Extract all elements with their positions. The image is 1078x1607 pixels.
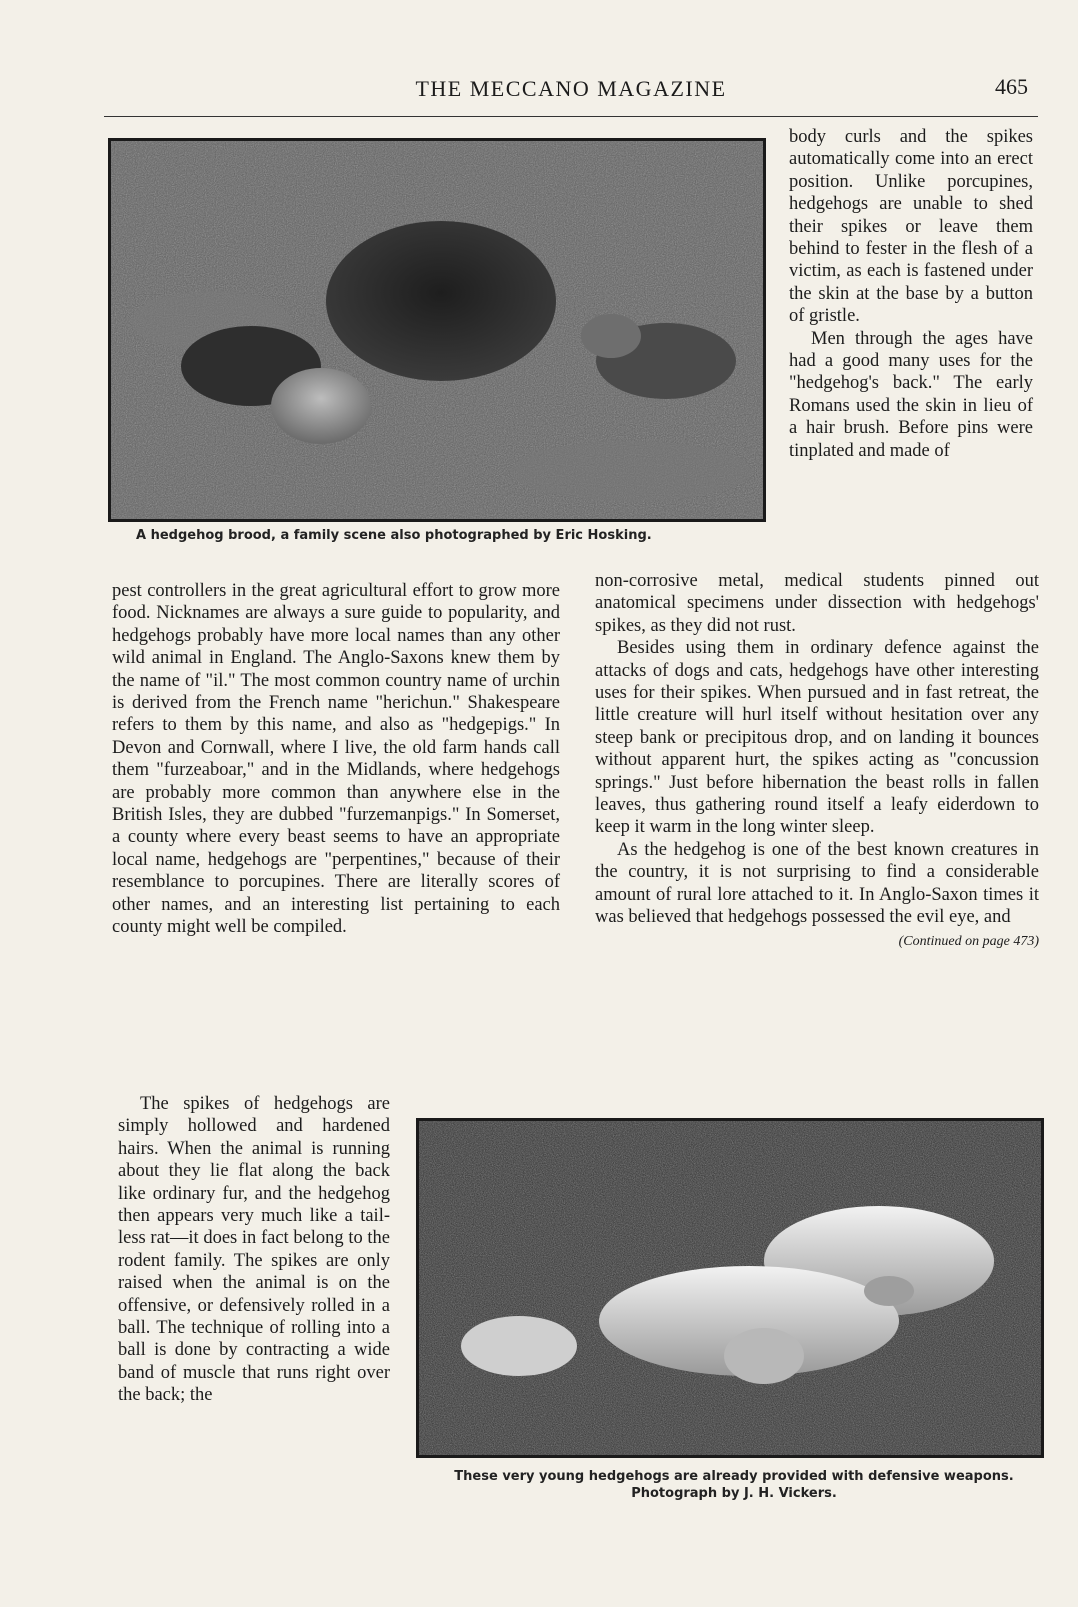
photo-caption: A hedgehog brood, a family scene also photographed by Eric Hosking.	[136, 528, 652, 543]
caption-line: These very young hedgehogs are already provided with defensive weapons.	[454, 1469, 1014, 1484]
paragraph-text: As the hedgehog is one of the best known creatures in the country, it is not surprising to find a considerable amount of rural lore attached to it. In Anglo-Saxon times it was believed that hedgehogs possessed the evil eye, and	[595, 839, 1039, 928]
paragraph: body curls and the spikes automatically come into an erect position. Unlike porcupines, hedgehogs are unable to shed their spikes or leave them behind to fester in the flesh of a victim, as each is fastened under the skin at the base by a button of gristle.	[789, 127, 1033, 327]
paragraph: Men through the ages have had a good many uses for the "hedgehog's back." The early Romans used the skin in lieu of a hair brush. Before pins were tinplated and made of	[789, 328, 1033, 461]
caption-credit: Photograph by J. H. Vickers.	[631, 1486, 837, 1501]
continued-note: (Continued on page 473)	[898, 933, 1039, 949]
magazine-title: THE MECCANO MAGAZINE	[415, 76, 727, 101]
paragraph: pest controllers in the great agricultural effort to grow more food. Nicknames are always a sure guide to popularity, and hedgehogs probably have more local names than any other wild animal in England. The Anglo-Saxons knew them by the name of "il." The most common country name of urchin is derived from the French name "herichun." Shakespeare refers to them by this name, and also as "hedgepigs." In Devon and Cornwall, where I live, the old farm hands call them "furzeaboar," and in the Midlands, where hedgehogs are probably more common than anywhere else in the British Isles, they are dubbed "furzemanpigs." In Somerset, a county where every beast seems to have an appropriate local name, hedgehogs are "perpentines," because of their resemblance to porcupines. There are literally scores of other names, and an interesting list pertaining to each county might well be compiled.	[112, 581, 560, 938]
paragraph: Besides using them in ordinary defence against the attacks of dogs and cats, hedgehogs have other interesting uses for their spikes. When pursued and in fast retreat, the little creature will hurl itself without hesitation over any steep bank or precipitous drop, and on landing it bounces without apparent hurt, the spikes acting as "concussion springs." Just before hibernation the beast rolls in fallen leaves, thus gathering round itself a leafy eiderdown to keep it warm in the long winter sleep.	[595, 638, 1039, 838]
text-column-left-bottom	[118, 1093, 390, 1407]
text-column-left	[112, 580, 560, 939]
text-column-middle	[595, 570, 1039, 953]
photo-caption	[414, 1468, 1054, 1502]
young-hedgehogs-photo	[416, 1118, 1044, 1458]
paragraph: non-corrosive metal, medical students pinned out anatomical specimens under dissection with hedgehogs' spikes, as they did not rust.	[595, 571, 1039, 636]
text-column-right-top	[789, 126, 1033, 462]
paragraph: The spikes of hedgehogs are simply hollowed and hardened hairs. When the animal is running about they lie flat along the back like ordinary fur, and the hedgehog then appears very much like a tail-less rat—it does in fact belong to the rodent family. The spikes are only raised when the animal is on the offensive, or defensively rolled in a ball. The technique of rolling into a ball is done by contracting a wide band of muscle that runs right over the back; the	[118, 1094, 390, 1406]
masthead	[104, 70, 1038, 117]
hedgehog-brood-photo	[108, 138, 766, 522]
page-number: 465	[995, 74, 1028, 99]
paragraph	[595, 839, 1039, 949]
